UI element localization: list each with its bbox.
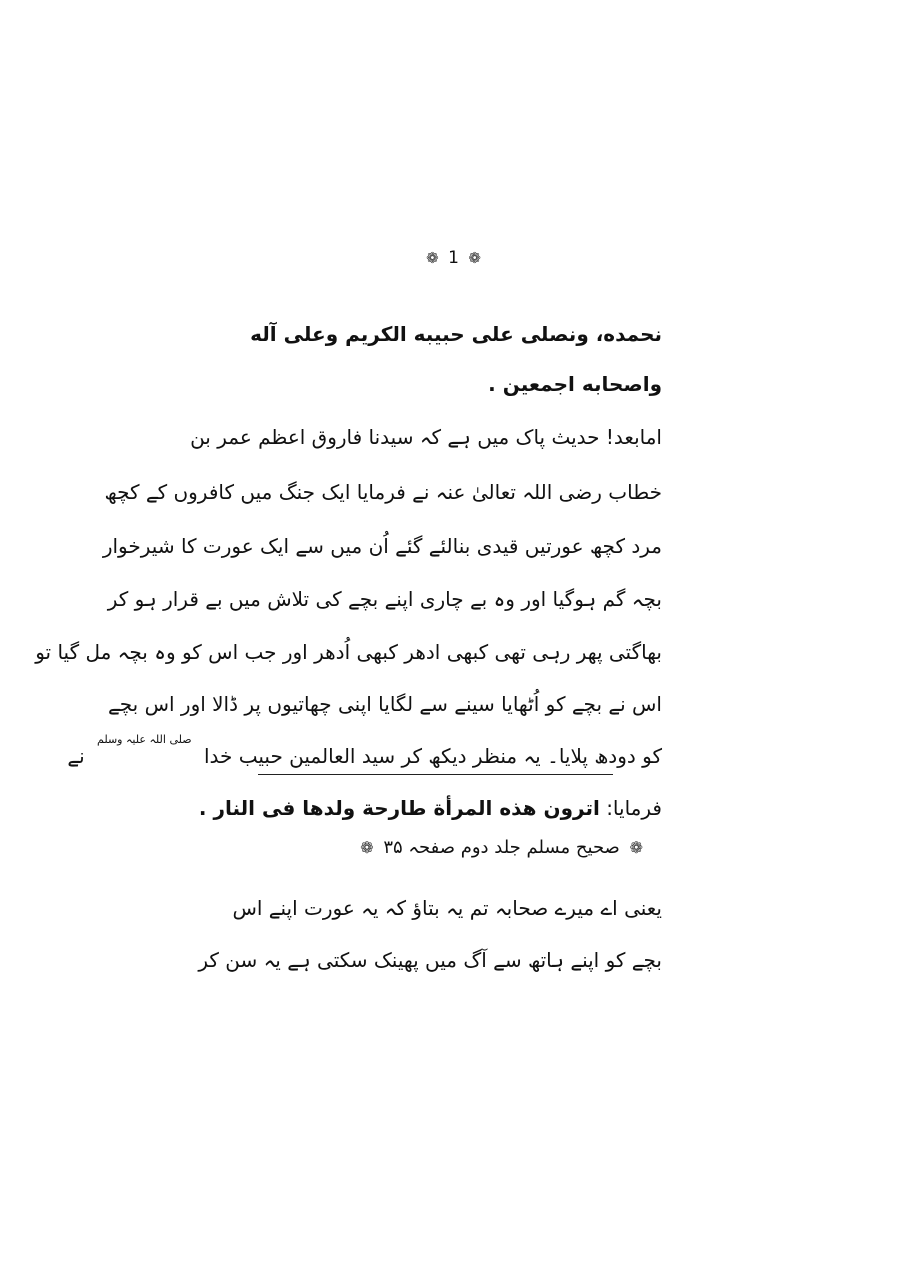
- page-number-value: 1: [448, 248, 459, 268]
- translation-line-1: یعنی اے میرے صحابہ تم یہ بتاؤ کہ یہ عورت اپنے اس: [232, 896, 662, 920]
- quote-line: [199, 786, 662, 830]
- page-number: [0, 244, 907, 272]
- honorific-seal: صلی اللہ علیہ وسلم: [97, 733, 192, 746]
- source-reference: [356, 830, 647, 866]
- body-line-2: خطاب رضی اللہ تعالیٰ عنہ نے فرمایا ایک جنگ میں کافروں کے کچھ: [104, 480, 662, 504]
- body-line-3: مرد کچھ عورتیں قیدی بنالئے گئے اُن میں سے ایک عورت کا شیرخوار: [102, 534, 662, 558]
- translation-line-2: بچے کو اپنے ہاتھ سے آگ میں پھینک سکتی ہے یہ سن کر: [198, 948, 662, 972]
- body-line-4: بچہ گم ہوگیا اور وہ بے چاری اپنے بچے کی تلاش میں بے قرار ہو کر: [107, 587, 662, 611]
- body-line-7: [67, 733, 662, 778]
- quote-arabic: اترون هذه المرأة طارحة ولدها فى النار .: [198, 796, 600, 820]
- quote-prefix: فرمایا:: [606, 796, 662, 820]
- body-line-5: بھاگتی پھر رہی تھی کبھی ادھر کبھی اُدھر اور جب اس کو وہ بچہ مل گیا تو: [35, 640, 662, 664]
- body-line-7-end: نے: [67, 744, 85, 768]
- body-line-7-text: کو دودھ پلایا۔ یہ منظر دیکھ کر سید العالمین حبیب خدا: [203, 744, 662, 768]
- opening-line-2: واصحابه اجمعين .: [488, 372, 662, 396]
- ornament-left-icon: ❁: [629, 838, 643, 857]
- body-line-1: امابعد! حدیث پاک میں ہے کہ سیدنا فاروق اعظم عمر بن: [190, 425, 662, 449]
- body-line-6: اس نے بچے کو اُٹھایا سینے سے لگایا اپنی چھاتیوں پر ڈالا اور اس بچے: [108, 692, 662, 716]
- ornament-right-icon: ❁: [468, 249, 481, 267]
- reference-text: صحیح مسلم جلد دوم صفحہ ۳۵: [383, 837, 620, 858]
- ornament-left-icon: ❁: [426, 249, 439, 267]
- footnote-divider: [258, 774, 613, 775]
- opening-line-1: نحمده، ونصلى على حبيبه الكريم وعلى آله: [250, 322, 662, 346]
- ornament-right-icon: ❁: [360, 838, 374, 857]
